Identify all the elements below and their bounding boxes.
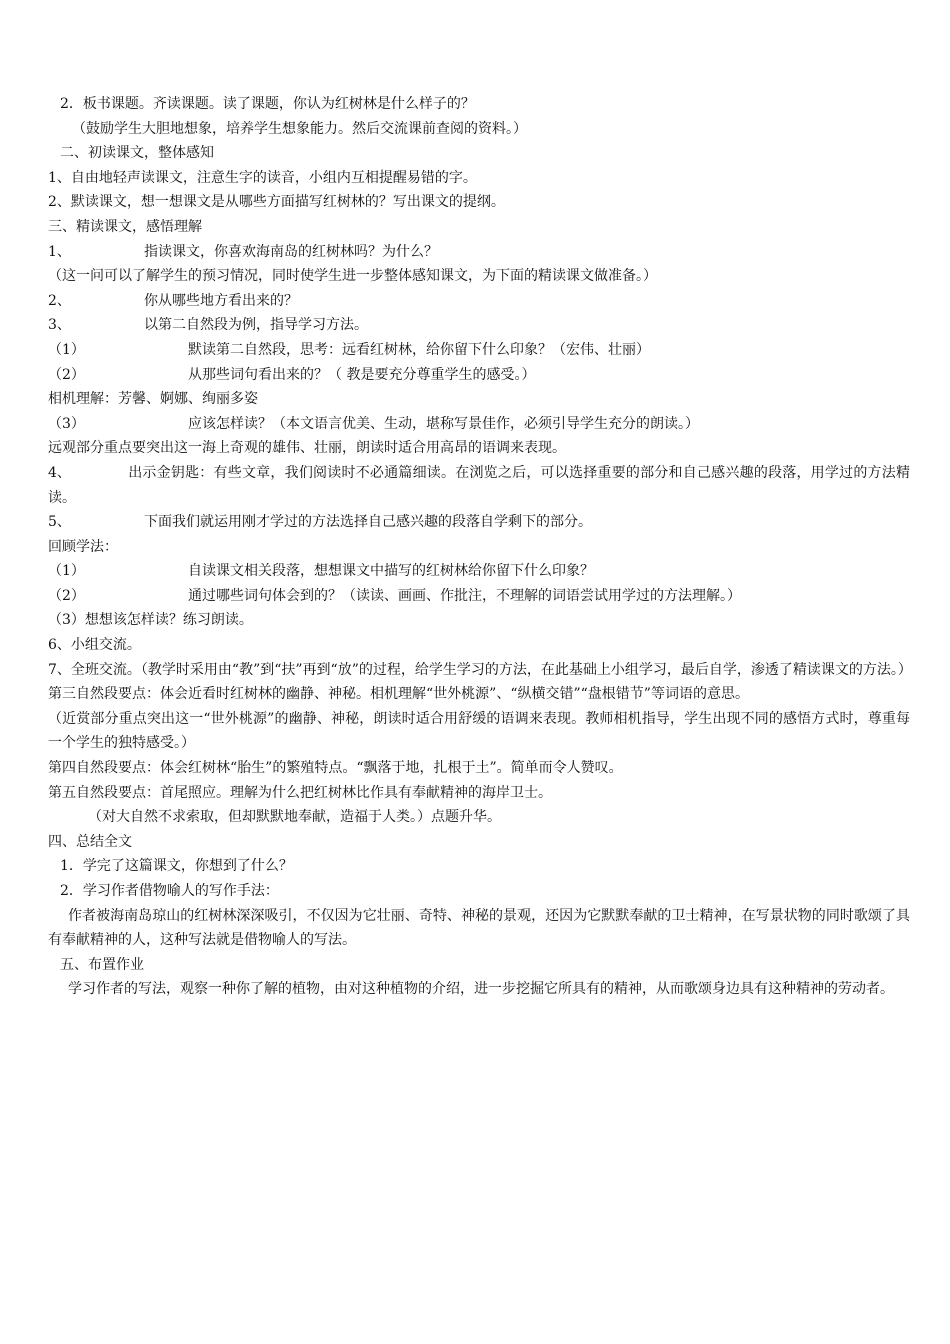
item-text: 以第二自然段为例，指导学习方法。 <box>144 317 368 334</box>
paragraph: 1．学完了这篇课文，你想到了什么？ <box>60 858 293 875</box>
item-text: 你从哪些地方看出来的？ <box>144 292 298 309</box>
numbered-item <box>48 461 910 510</box>
item-text: 应该怎样读？（本文语言优美、生动，堪称写景佳作，必须引导学生充分的朗读。） <box>188 415 699 432</box>
item-text: 指读课文，你喜欢海南岛的红树林吗？为什么？ <box>144 243 438 260</box>
paragraph: 学习作者的写法，观察一种你了解的植物，由对这种植物的介绍，进一步挖掘它所具有的精神，从而歌颂身边具有这种精神的劳动者。 <box>68 981 894 998</box>
paragraph: （这一问可以了解学生的预习情况，同时使学生进一步整体感知课文，为下面的精读课文做准备。） <box>48 268 657 285</box>
numbered-item <box>48 412 910 437</box>
paragraph: 2．学习作者借物喻人的写作手法： <box>60 883 279 899</box>
item-text: 自读课文相关段落，想想课文中描写的红树林给你留下什么印象？ <box>188 563 594 580</box>
paragraph: 2、默读课文，想一想课文是从哪些方面描写红树林的？写出课文的提纲。 <box>48 194 505 211</box>
paragraph: 第三自然段要点：体会近看时红树林的幽静、神秘。相机理解“世外桃源”、“纵横交错”“盘根错节”等词语的意思。 <box>48 686 749 703</box>
paragraph: 相机理解：芳馨、婀娜、绚丽多姿 <box>48 391 258 408</box>
item-text: 通过哪些词句体会到的？（读读、画画、作批注，不理解的词语尝试用学过的方法理解。） <box>188 587 741 604</box>
paragraph: 第五自然段要点：首尾照应。理解为什么把红树林比作具有奉献精神的海岸卫士。 <box>48 784 552 801</box>
numbered-item <box>48 510 910 535</box>
paragraph: 7、全班交流。（教学时采用由“教”到“扶”再到“放”的过程，给学生学习的方法，在此基础上小组学习，最后自学，渗透了精读课文的方法。） <box>48 661 912 678</box>
paragraph: 作者被海南岛琼山的红树林深深吸引，不仅因为它壮丽、奇特、神秘的景观，还因为它默默奉献的卫士精神，在写景状物的同时歌颂了具有奉献精神的人，这种写法就是借物喻人的写法。 <box>48 907 910 949</box>
numbered-item <box>48 289 910 314</box>
paragraph: （3）想想该怎样读？练习朗读。 <box>48 612 253 629</box>
paragraph: （对大自然不求索取，但却默默地奉献，造福于人类。）点题升华。 <box>88 809 501 826</box>
item-number: （2） <box>48 366 85 383</box>
paragraph: 1、自由地轻声读课文，注意生字的读音，小组内互相提醒易错的字。 <box>48 169 477 186</box>
numbered-item <box>48 313 910 338</box>
item-text: 默读第二自然段，思考：远看红树林，给你留下什么印象？（宏伟、壮丽） <box>188 341 650 358</box>
item-number: 3、 <box>48 317 71 334</box>
section-heading: 二、初读课文，整体感知 <box>60 145 214 162</box>
document-body <box>48 92 910 1002</box>
numbered-item <box>48 363 910 388</box>
paragraph: 回顾学法： <box>48 538 118 555</box>
paragraph: （近赏部分重点突出这一“世外桃源”的幽静、神秘，朗读时适合用舒缓的语调来表现。教师相机指导，学生出现不同的感悟方式时，尊重每一个学生的独特感受。） <box>48 710 910 752</box>
numbered-item <box>48 559 910 584</box>
item-text: 出示金钥匙：有些文章，我们阅读时不必通篇细读。在浏览之后，可以选择重要的部分和自己感兴趣的段落，用学过的方法精读。 <box>48 464 910 506</box>
section-heading: 四、总结全文 <box>48 833 132 850</box>
item-number: （1） <box>48 341 85 358</box>
item-number: 4、 <box>48 464 71 481</box>
numbered-item <box>48 240 910 265</box>
paragraph: 2．板书课题。齐读课题。读了课题，你认为红树林是什么样子的？ <box>60 96 475 112</box>
paragraph: 远观部分重点要突出这一海上奇观的雄伟、壮丽，朗读时适合用高昂的语调来表现。 <box>48 440 566 457</box>
item-text: 下面我们就运用刚才学过的方法选择自己感兴趣的段落自学剩下的部分。 <box>144 514 592 531</box>
item-number: （2） <box>48 587 85 604</box>
section-heading: 三、精读课文，感悟理解 <box>48 218 202 235</box>
item-number: （1） <box>48 563 85 580</box>
item-number: 1、 <box>48 243 71 260</box>
paragraph: 6、小组交流。 <box>48 637 141 654</box>
section-heading: 五、布置作业 <box>60 956 144 973</box>
paragraph: 第四自然段要点：体会红树林“胎生”的繁殖特点。“飘落于地，扎根于土”。简单而令人赞叹。 <box>48 760 623 777</box>
item-number: 5、 <box>48 514 71 531</box>
numbered-item <box>48 584 910 609</box>
numbered-item <box>48 338 910 363</box>
item-number: （3） <box>48 415 85 432</box>
item-number: 2、 <box>48 292 71 309</box>
item-text: 从那些词句看出来的？（ 教是要充分尊重学生的感受。） <box>188 366 536 383</box>
paragraph: （鼓励学生大胆地想象，培养学生想象能力。然后交流课前查阅的资料。） <box>72 120 527 137</box>
